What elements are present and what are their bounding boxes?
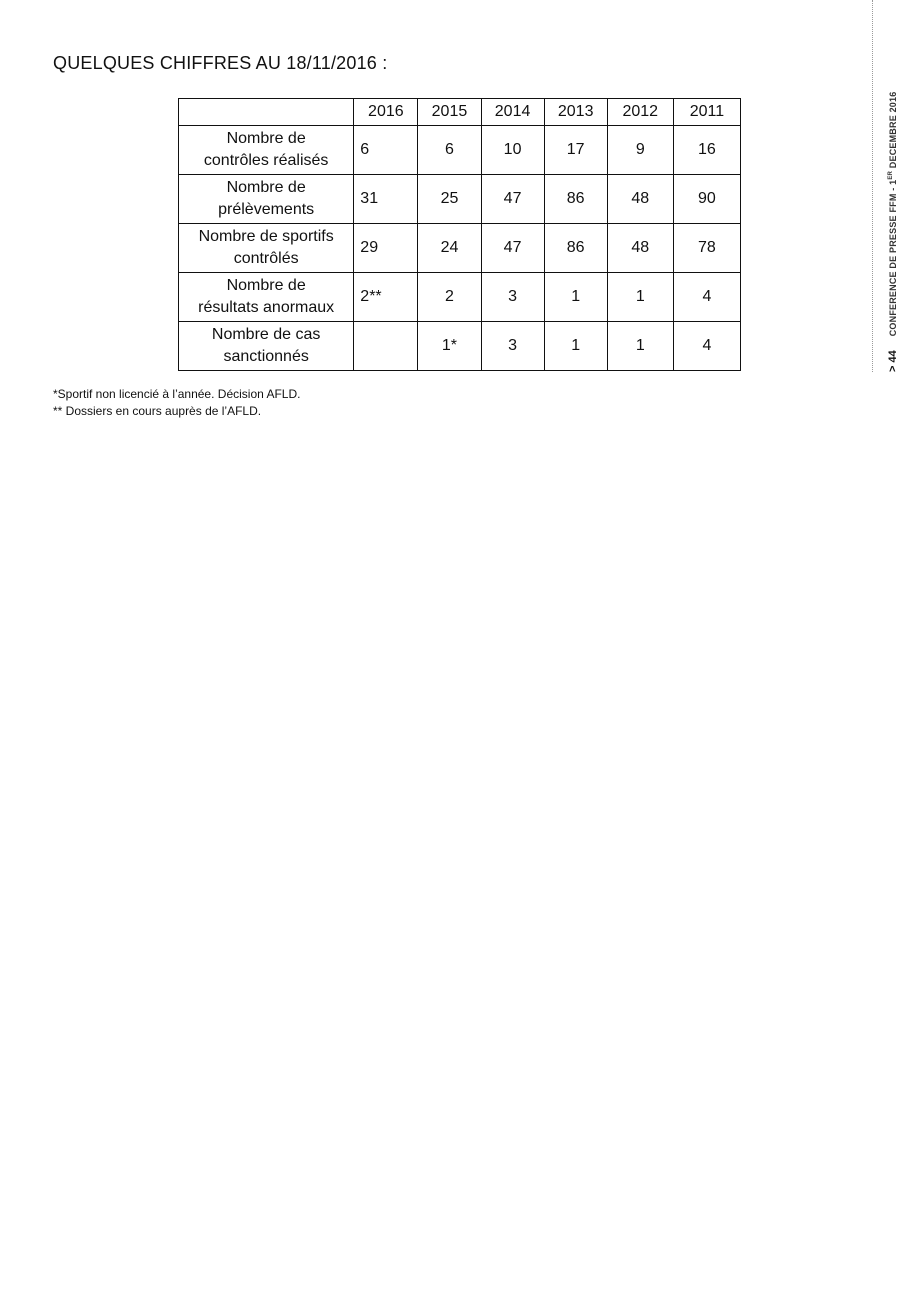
table-header-row [179,99,741,126]
table-cell: 25 [418,175,481,224]
header-corner-cell [179,99,354,126]
header-year: 2013 [544,99,607,126]
table-cell: 29 [354,224,418,273]
table-row [179,224,741,273]
table-cell [354,322,418,371]
sidebar-divider [872,0,873,372]
table-cell: 4 [673,273,740,322]
row-label-line: résultats anormaux [198,299,335,316]
row-label-line: Nombre de [226,277,306,294]
table-cell: 90 [673,175,740,224]
table-cell: 6 [418,126,481,175]
table-cell: 86 [544,175,607,224]
row-label-line: Nombre de cas [211,326,321,343]
table-cell: 86 [544,224,607,273]
table-cell: 2 [418,273,481,322]
table-cell: 48 [607,175,673,224]
header-year: 2016 [354,99,418,126]
row-label-line: contrôles réalisés [203,152,329,169]
row-label [179,273,354,322]
document-title-part: DECEMBRE 2016 [888,91,898,171]
document-title-part: CONFERENCE DE PRESSE FFM - 1 [888,179,898,337]
row-label [179,322,354,371]
table-cell: 1 [607,273,673,322]
row-label-line: sanctionnés [223,348,309,365]
document-title-superscript: ER [888,170,894,180]
table-cell: 3 [481,273,544,322]
row-label-line: contrôlés [233,250,299,267]
table-cell: 1 [607,322,673,371]
table-cell: 10 [481,126,544,175]
table-cell: 6 [354,126,418,175]
table-cell: 16 [673,126,740,175]
table-cell: 48 [607,224,673,273]
row-label-line: Nombre de [226,130,306,147]
table-cell: 17 [544,126,607,175]
page-heading: QUELQUES CHIFFRES AU 18/11/2016 : [53,53,388,73]
table-cell: 31 [354,175,418,224]
table-cell: 2** [354,273,418,322]
footnotes [53,386,300,420]
table-cell: 3 [481,322,544,371]
table-cell: 1 [544,322,607,371]
row-label-line: prélèvements [218,201,315,218]
table-cell: 1* [418,322,481,371]
sidebar [884,42,898,372]
footnote: *Sportif non licencié à l’année. Décision AFLD. [53,387,301,401]
footnote: ** Dossiers en cours auprès de l’AFLD. [53,404,262,418]
table-cell: 1 [544,273,607,322]
row-label [179,224,354,273]
table-row [179,273,741,322]
row-label [179,126,354,175]
table-cell: 78 [673,224,740,273]
table-cell: 24 [418,224,481,273]
header-year: 2014 [481,99,544,126]
row-label-line: Nombre de sportifs [198,228,334,245]
statistics-table [178,98,741,371]
row-label-line: Nombre de [226,179,306,196]
table-row [179,175,741,224]
sidebar-text [884,42,898,372]
table-row [179,126,741,175]
row-label [179,175,354,224]
page-number: > 44 [887,350,899,372]
table-cell: 47 [481,175,544,224]
document-title [888,92,898,337]
header-year: 2011 [673,99,740,126]
table-cell: 9 [607,126,673,175]
table-cell: 47 [481,224,544,273]
header-year: 2012 [607,99,673,126]
table-row [179,322,741,371]
header-year: 2015 [418,99,481,126]
table-cell: 4 [673,322,740,371]
